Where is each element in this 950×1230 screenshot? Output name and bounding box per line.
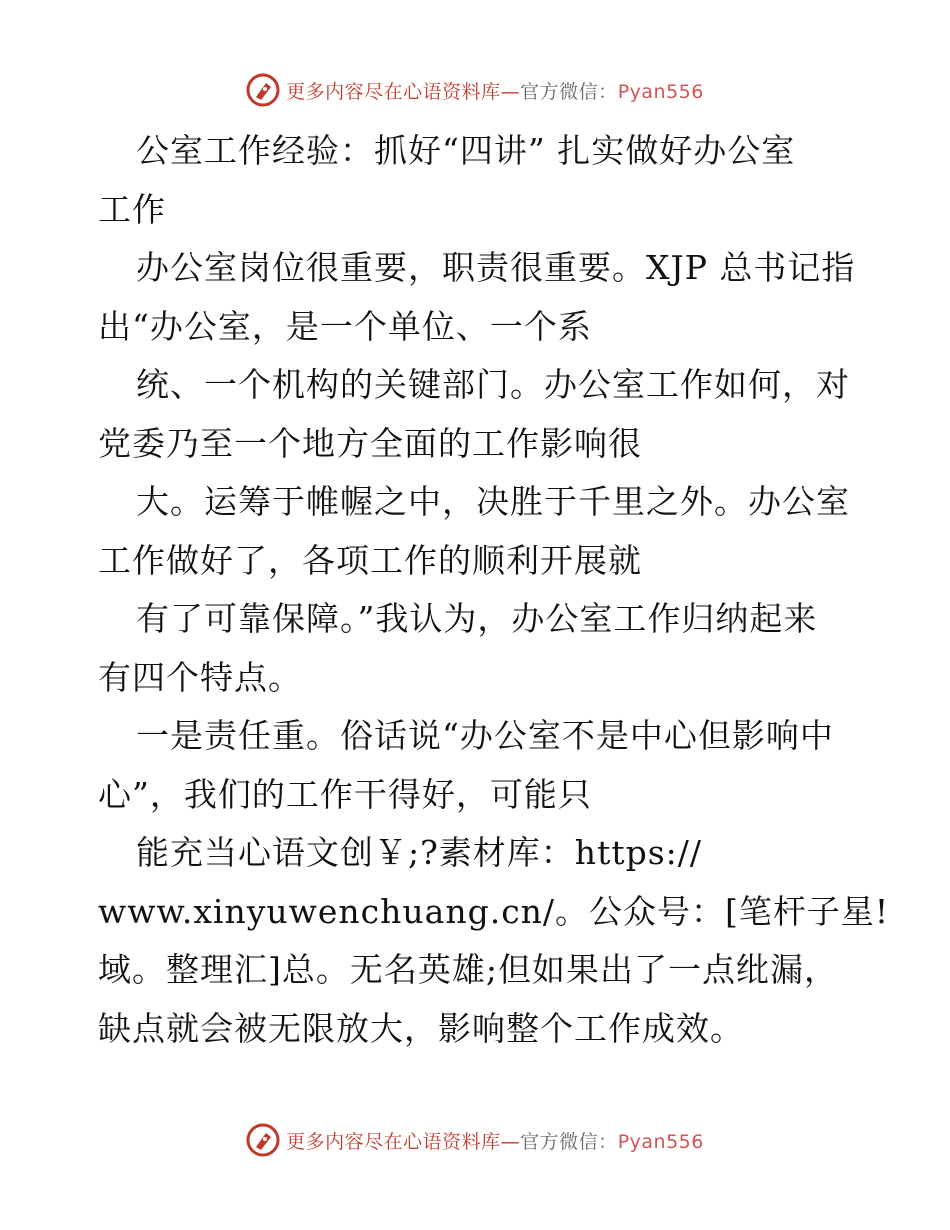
doc-line: 工作 bbox=[98, 189, 166, 229]
doc-line: 大。运筹于帷幄之中，决胜于千里之外。办公室 bbox=[136, 482, 850, 521]
watermark-wechat-id: Pyan556 bbox=[617, 80, 704, 103]
pen-nib-logo-icon bbox=[246, 1123, 280, 1157]
doc-line: 有四个特点。 bbox=[98, 657, 302, 697]
doc-line: www.xinyuwenchuang.cn/。公众号：[笔杆子星! bbox=[98, 891, 890, 931]
doc-line: 工作做好了，各项工作的顺利开展就 bbox=[98, 540, 642, 580]
doc-line: 能充当心语文创￥;?素材库：https:// bbox=[136, 833, 703, 872]
watermark-site-name: 更多内容尽在心语资料库 bbox=[286, 80, 501, 103]
doc-line: 办公室岗位很重要，职责很重要。XJP 总书记指 bbox=[136, 248, 856, 287]
document-body bbox=[98, 122, 890, 1058]
watermark-site-name: 更多内容尽在心语资料库 bbox=[286, 1130, 501, 1153]
doc-line: 缺点就会被无限放大，影响整个工作成效。 bbox=[98, 1008, 744, 1048]
doc-line: 公室工作经验：抓好“四讲” 扎实做好办公室 bbox=[136, 131, 796, 170]
footer-watermark-banner bbox=[0, 1120, 950, 1160]
doc-line: 有了可靠保障。”我认为，办公室工作归纳起来 bbox=[136, 599, 818, 638]
watermark-wechat-label: 官方微信： bbox=[520, 80, 618, 103]
header-watermark-banner bbox=[0, 70, 950, 110]
watermark-text bbox=[286, 1127, 704, 1154]
doc-line: 统、一个机构的关键部门。办公室工作如何，对 bbox=[136, 365, 850, 404]
watermark-dash: — bbox=[500, 1130, 521, 1153]
doc-line: 域。整理汇]总。无名英雄;但如果出了一点纰漏， bbox=[98, 950, 838, 989]
doc-line: 党委乃至一个地方全面的工作影响很 bbox=[98, 423, 642, 463]
watermark-wechat-label: 官方微信： bbox=[520, 1130, 618, 1153]
watermark-dash: — bbox=[500, 80, 521, 103]
watermark-wechat-id: Pyan556 bbox=[617, 1130, 704, 1153]
doc-line: 一是责任重。俗话说“办公室不是中心但影响中 bbox=[136, 716, 834, 755]
pen-nib-logo-icon bbox=[246, 73, 280, 107]
watermark-text bbox=[286, 77, 704, 104]
doc-line: 心”，我们的工作干得好，可能只 bbox=[98, 774, 592, 814]
doc-line: 出“办公室，是一个单位、一个系 bbox=[98, 306, 592, 346]
